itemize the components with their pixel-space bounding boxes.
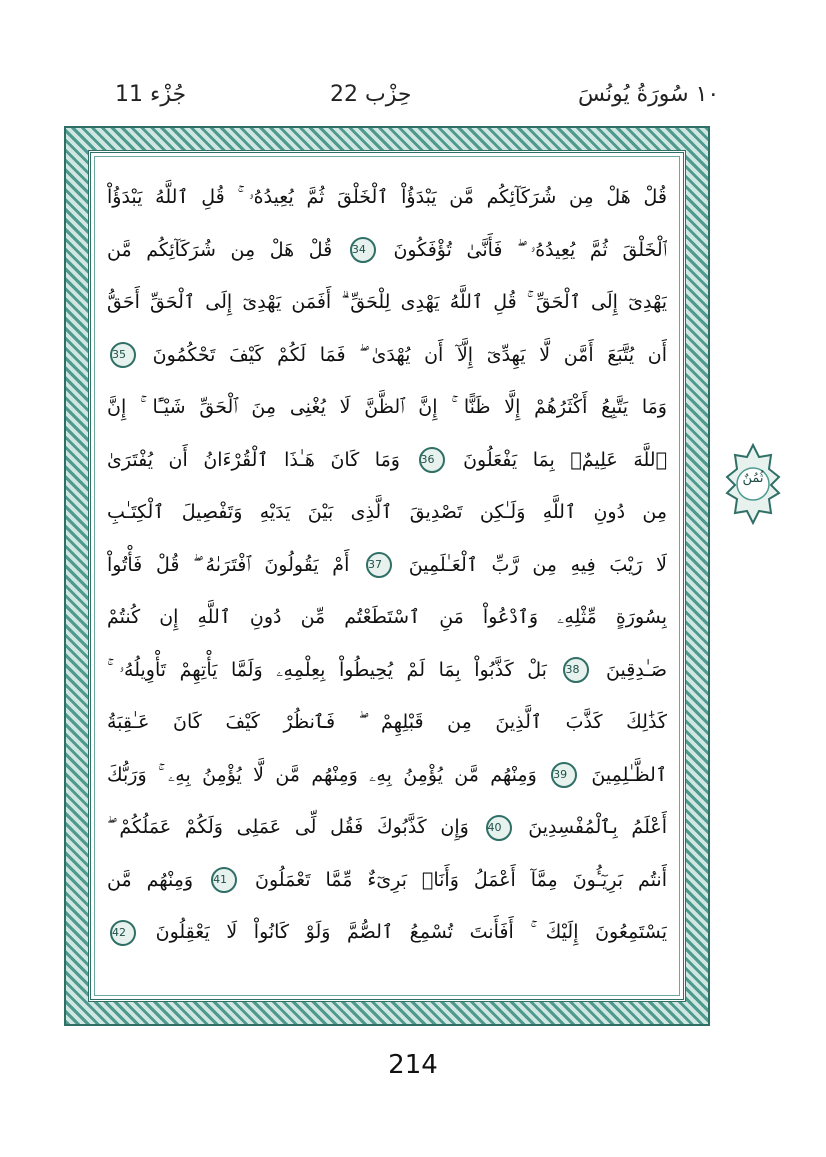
verse-line: يَسْتَمِعُونَ إِلَيْكَ ۚ أَفَأَنتَ تُسْمِعُ ٱلصُّمَّ وَلَوْ كَانُواْ لَا يَعْقِلُونَ 42 (107, 906, 667, 959)
verse-line: يَهْدِىٓ إِلَى ٱلْحَقِّ ۚ قُلِ ٱللَّهُ يَهْدِى لِلْحَقِّ ۗ أَفَمَن يَهْدِىٓ إِلَى ٱلْحَقِّ أَحَقُّ (107, 291, 667, 313)
ayah-number-marker: 41 (211, 867, 237, 893)
verse-line: أَنتُم بَرِيٓـُٔونَ مِمَّآ أَعْمَلُ وَأَنَا۠ بَرِىٓءٌ مِّمَّا تَعْمَلُونَ 41 وَمِنْهُم مَّن (107, 854, 667, 907)
page-header (0, 82, 826, 118)
surah-title: ١٠ سُورَةُ يُونُسَ (578, 82, 720, 107)
ayah-number-marker: 35 (110, 342, 136, 368)
medallion-label: ثُمُنٌ (742, 471, 764, 486)
ayah-number-marker: 40 (486, 815, 512, 841)
ornamental-border (64, 126, 710, 1026)
ayah-number-marker: 42 (110, 920, 136, 946)
ayah-number-marker: 34 (350, 237, 376, 263)
ayah-number-marker: 36 (419, 447, 445, 473)
verse-line: لَا رَيْبَ فِيهِ مِن رَّبِّ ٱلْعَـٰلَمِينَ 37 أَمْ يَقُولُونَ ٱفْتَرَىٰهُ ۖ قُلْ فَأْتُواْ (107, 539, 667, 592)
ayah-number-marker: 39 (551, 762, 577, 788)
ayah-number-marker: 38 (563, 657, 589, 683)
verse-line: صَـٰدِقِينَ 38 بَلْ كَذَّبُواْ بِمَا لَمْ يُحِيطُواْ بِعِلْمِهِۦ وَلَمَّا يَأْتِهِمْ تَأْوِيلُهُۥ ۚ (107, 644, 667, 697)
thumun-medallion (725, 443, 781, 525)
verse-line: أَعْلَمُ بِٱلْمُفْسِدِينَ 40 وَإِن كَذَّبُوكَ فَقُل لِّى عَمَلِى وَلَكُمْ عَمَلُكُمْ ۖ (107, 801, 667, 854)
page-number: 214 (388, 1050, 438, 1080)
verse-line: بِسُورَةٍ مِّثْلِهِۦ وَٱدْعُواْ مَنِ ٱسْتَطَعْتُم مِّن دُونِ ٱللَّهِ إِن كُنتُمْ (107, 606, 667, 628)
verse-line: قُلْ هَلْ مِن شُرَكَآئِكُم مَّن يَبْدَؤُاْ ٱلْخَلْقَ ثُمَّ يُعِيدُهُۥ ۚ قُلِ ٱللَّهُ يَبْدَؤُاْ (107, 186, 667, 208)
ayah-number-marker: 37 (366, 552, 392, 578)
verse-line: ٱللَّهَ عَلِيمٌۢ بِمَا يَفْعَلُونَ 36 وَمَا كَانَ هَـٰذَا ٱلْقُرْءَانُ أَن يُفْتَرَىٰ (107, 434, 667, 487)
verse-line: أَن يُتَّبَعَ أَمَّن لَّا يَهِدِّىٓ إِلَّآ أَن يُهْدَىٰ ۖ فَمَا لَكُمْ كَيْفَ تَحْكُمُونَ 35 (107, 329, 667, 382)
verse-line: كَذَٰلِكَ كَذَّبَ ٱلَّذِينَ مِن قَبْلِهِمْ ۖ فَٱنظُرْ كَيْفَ كَانَ عَـٰقِبَةُ (107, 711, 667, 733)
juz-label: جُزْء 11 (115, 82, 187, 107)
text-panel (88, 150, 686, 1002)
verse-line: مِن دُونِ ٱللَّهِ وَلَـٰكِن تَصْدِيقَ ٱلَّذِى بَيْنَ يَدَيْهِ وَتَفْصِيلَ ٱلْكِتَـٰبِ (107, 501, 667, 523)
verse-line: ٱلْخَلْقَ ثُمَّ يُعِيدُهُۥ ۖ فَأَنَّىٰ تُؤْفَكُونَ 34 قُلْ هَلْ مِن شُرَكَآئِكُم مَّن (107, 224, 667, 277)
verse-line: ٱلظَّـٰلِمِينَ 39 وَمِنْهُم مَّن يُؤْمِنُ بِهِۦ وَمِنْهُم مَّن لَّا يُؤْمِنُ بِهِۦ ۚ وَرَبُّكَ (107, 749, 667, 802)
hizb-label: حِزْب 22 (330, 82, 412, 107)
verse-line: وَمَا يَتَّبِعُ أَكْثَرُهُمْ إِلَّا ظَنًّا ۚ إِنَّ ٱلظَّنَّ لَا يُغْنِى مِنَ ٱلْحَقِّ شَيْـًٔا ۚ إِنَّ (107, 396, 667, 418)
quran-text (107, 171, 667, 959)
